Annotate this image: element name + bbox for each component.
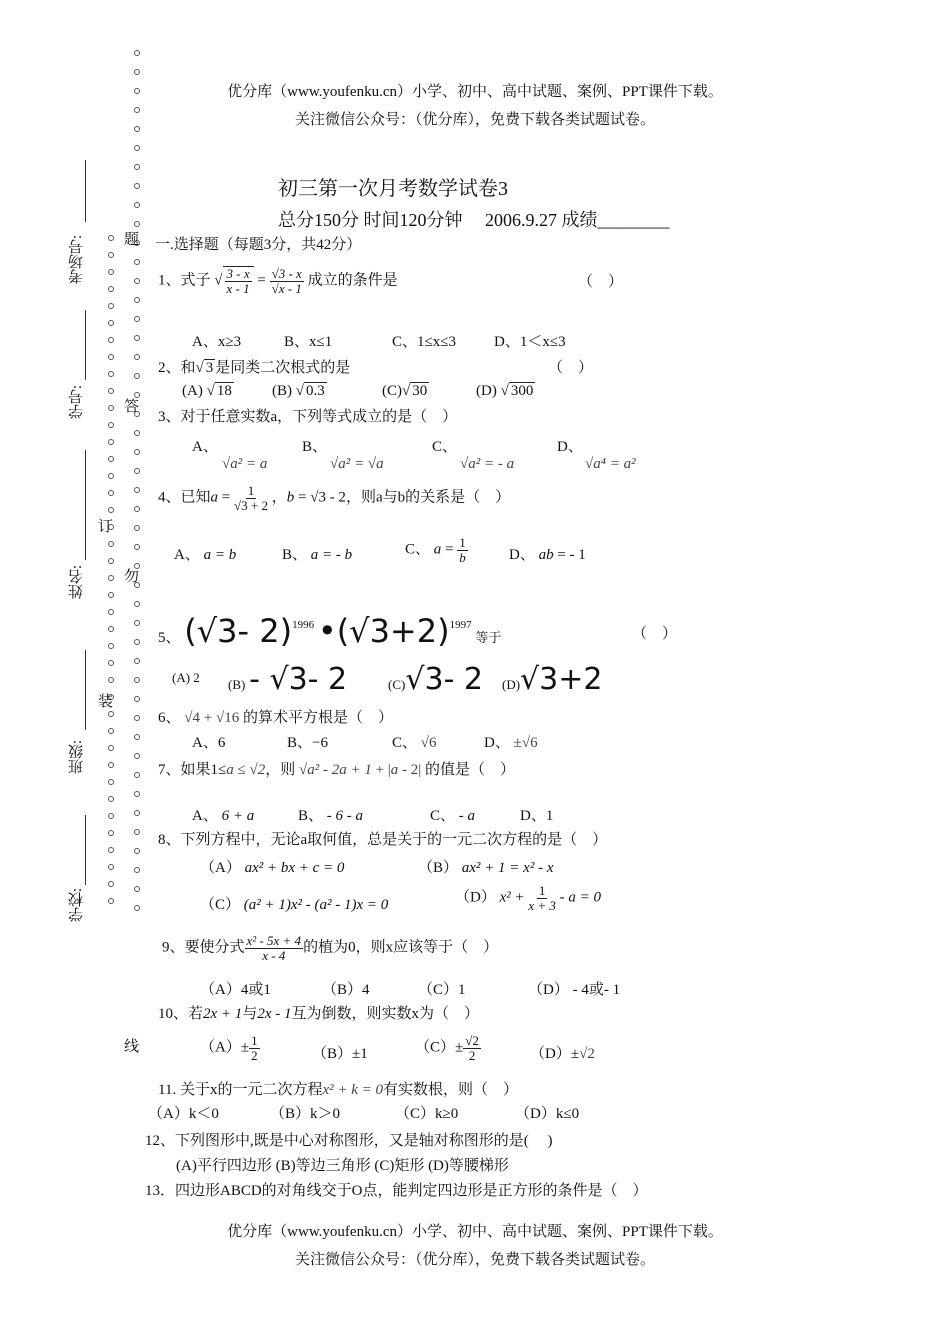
page-title: 初三第一次月考数学试卷3: [278, 178, 508, 200]
question-1: 1、式子 √ $\frac{3 - x}{x - 1}$ = $\frac{√3 - x}{√x - 1}$ 成立的条件是: [158, 266, 398, 296]
q5-prefix: 5、: [158, 630, 181, 646]
q7-option-b: B、 - 6 - a: [298, 808, 364, 824]
q1-option-d: D、1＜x≤3: [494, 334, 566, 350]
question-11: 11. 关于x的一元二次方程x² + k = 0有实数根，则（ ）: [158, 1082, 519, 1098]
q2-option-c: (C)√ 30: [382, 383, 428, 399]
q3-option-b: B、 √a² = √a: [302, 439, 384, 472]
q3-option-b-label: B、: [302, 439, 328, 455]
q4-suffix: ，则a与b的关系是（ ）: [345, 489, 511, 506]
label-name: 姓名:: [69, 565, 85, 600]
q5-exp-1: 1996: [292, 619, 315, 631]
question-4: 4、已知a = $\frac{1}{√3 + 2}$ ，b = √3 - 2，则a与b的关系是（ ）: [158, 483, 511, 513]
binding-char-wu: 勿: [124, 569, 140, 585]
q2-option-c-value: 30: [412, 383, 428, 399]
label-exam-room: 考场号:: [69, 235, 85, 285]
question-2: [158, 356, 350, 377]
q8-option-d-label: （D）: [455, 889, 496, 906]
q2-option-c-label: (C): [382, 383, 402, 399]
question-7: 7、如果1≤a ≤ √2，则 √a² - 2a + 1 + |a - 2| 的值是（ ）: [158, 762, 516, 778]
q6-option-b: B、−6: [287, 735, 328, 751]
q1-answer-paren: （ ）: [578, 274, 624, 290]
q5-option-d: (D)√3+2: [502, 662, 603, 697]
q2-option-b-value: 0.3: [305, 383, 325, 399]
q9-option-d-label: （D）: [528, 982, 569, 998]
blank-line-school: [85, 815, 86, 885]
q7-option-d: D、1: [520, 808, 554, 824]
q5-exp-2: 1997: [449, 619, 472, 631]
q12-options: (A)平行四边形 (B)等边三角形 (C)矩形 (D)等腰梯形: [176, 1158, 509, 1174]
q10-option-a-label: （A）±: [200, 1039, 250, 1056]
binding-char-zhuang: 装: [98, 694, 114, 710]
q5-option-d-label: (D): [502, 677, 521, 692]
q6-option-c: C、 √6: [392, 735, 437, 751]
q8-option-c-label: （C）: [200, 897, 241, 913]
q5-suffix: 等于: [475, 630, 502, 645]
q6-option-c-label: C、: [392, 735, 418, 751]
q10-mid-2: 互为倒数，则实数x为（ ）: [291, 1006, 479, 1022]
q11-option-c: （C）k≥0: [395, 1106, 459, 1122]
q1-formula-right: $\frac{√3 - x}{√x - 1}$: [271, 266, 302, 296]
q4-option-d-label: D、: [509, 547, 535, 563]
q2-radical-3: √ 3: [195, 360, 214, 376]
q10-prefix: 10、若: [158, 1006, 204, 1022]
q2-option-d: (D) √ 300: [476, 383, 534, 399]
q5-answer-paren: （ ）: [632, 626, 678, 642]
q3-option-a-label: A、: [192, 439, 218, 455]
q9-option-c: （C）1: [418, 982, 466, 998]
q4-option-b: B、 a = - b: [282, 547, 353, 563]
question-10: 10、若2x + 1与2x - 1互为倒数，则实数x为（ ）: [158, 1006, 479, 1022]
q8-option-c: （C） (a² + 1)x² - (a² - 1)x = 0: [200, 897, 389, 913]
q2-option-a-value: 18: [216, 383, 232, 399]
q10-option-d-label: （D）±: [530, 1046, 580, 1062]
q8-option-a-label: （A）: [200, 860, 241, 876]
q7-option-b-label: B、: [298, 808, 324, 824]
header-line-2: 关注微信公众号：（优分库），免费下载各类试题试卷。: [294, 112, 655, 128]
question-9: 9、要使分式 $\frac{\text{x² - 5x + 4}}{x - 4}$ 的植为0，则x应该等于（ ）: [162, 933, 499, 963]
q1-option-b: B、x≤1: [284, 334, 333, 350]
q10-mid-1: 与: [242, 1006, 258, 1022]
q2-option-b-label: (B): [272, 383, 292, 399]
q9-option-d: （D） - 4或- 1: [528, 982, 621, 998]
page-subtitle: 总分150分 时间120分钟 2006.9.27 成绩________: [278, 210, 670, 230]
q1-formula-left: √ $\frac{3 - x}{x - 1}$: [214, 266, 253, 295]
q3-option-c: C、 √a² = - a: [432, 439, 515, 472]
q3-option-a: A、 √a² = a: [192, 439, 268, 472]
q10-option-c-label: （C）±: [415, 1039, 464, 1056]
q9-option-a: （A）4或1: [200, 982, 271, 998]
q1-option-a: A、x≥3: [192, 334, 242, 350]
binding-char-da: 答: [124, 399, 140, 415]
q2-option-b: (B) √ 0.3: [272, 383, 325, 399]
section-heading: 一.选择题（每题3分，共42分）: [155, 237, 362, 253]
label-school: 学校:: [69, 888, 85, 923]
q2-option-a-label: (A): [182, 383, 203, 399]
label-student-number: 学号:: [69, 385, 85, 420]
footer-line-2: 关注微信公众号：（优分库），免费下载各类试题试卷。: [294, 1252, 655, 1268]
q6-option-d-label: D、: [484, 735, 510, 751]
q11-option-b: （B）k＞0: [270, 1106, 341, 1122]
q2-answer-paren: （ ）: [548, 360, 594, 376]
q10-option-a: （A）± $\frac{1}{2}$: [200, 1033, 258, 1063]
binding-char-ti: 题: [124, 232, 140, 248]
q4-option-c-label: C、: [405, 541, 431, 558]
question-5: 5、 (√3- 2)$^{1996}$ $•(√3+2)^{1997}$ 等于: [158, 612, 502, 650]
label-class: 班级:: [69, 740, 85, 775]
q5-option-b-label: (B): [228, 677, 246, 692]
q5-option-a: (A) 2: [172, 670, 200, 685]
binding-char-xian: 线: [124, 1039, 140, 1055]
q7-prefix: 7、如果1≤: [158, 762, 227, 778]
q10-option-d: （D）±√2: [530, 1046, 595, 1062]
binding-char-ding: 订: [98, 519, 114, 535]
q8-option-d: （D） x² + $\frac{1}{x + 3}$ - a = 0: [455, 883, 602, 913]
q1-option-c: C、1≤x≤3: [392, 334, 456, 350]
q5-option-c-label: (C): [388, 677, 406, 692]
q5-option-c: (C)√3- 2: [388, 662, 484, 697]
q4-option-a: A、 a = b: [174, 547, 237, 563]
header-line-1: 优分库（www.youfenku.cn）小学、初中、高中试题、案例、PPT课件下载。: [227, 84, 723, 100]
q1-suffix: 成立的条件是: [307, 272, 398, 289]
question-3: 3、对于任意实数a，下列等式成立的是（ ）: [158, 409, 458, 425]
q2-prefix: 2、和: [158, 360, 196, 376]
q11-option-d: （D）k≤0: [515, 1106, 580, 1122]
q2-option-d-label: (D): [476, 383, 497, 399]
q2-option-a: (A) √ 18: [182, 383, 232, 399]
question-8: 8、下列方程中，无论a取何值，总是关于的一元二次方程的是（ ）: [158, 832, 608, 848]
blank-line-exam-room: [85, 160, 86, 222]
q7-option-a: A、 6 + a: [192, 808, 255, 824]
question-6: 6、 √4 + √16 的算术平方根是（ ）: [158, 710, 393, 726]
q7-option-c-label: C、: [430, 808, 456, 824]
q10-option-c: （C）± $\frac{√2}{2}$: [415, 1033, 479, 1063]
q9-suffix: 的植为0，则x应该等于（ ）: [303, 939, 499, 956]
blank-line-class: [85, 650, 86, 730]
q7-suffix: 的值是（ ）: [425, 762, 516, 778]
q11-option-a: （A）k＜0: [148, 1106, 219, 1122]
q8-option-b-label: （B）: [418, 860, 459, 876]
binding-dots-inner: [107, 235, 117, 875]
q3-option-d: D、 √a⁴ = a²: [557, 439, 636, 472]
q7-option-c: C、 - a: [430, 808, 476, 824]
q4-option-b-label: B、: [282, 547, 308, 563]
q4-option-a-label: A、: [174, 547, 200, 563]
q7-mid: ，则: [265, 762, 296, 778]
q7-option-a-label: A、: [192, 808, 218, 824]
q9-prefix: 9、要使分式: [162, 939, 245, 956]
q8-option-b: （B） ax² + 1 = x² - x: [418, 860, 554, 876]
q2-option-d-value: 300: [510, 383, 534, 399]
question-13: 13．四边形ABCD的对角线交于O点，能判定四边形是正方形的条件是（ ）: [145, 1183, 648, 1199]
q9-option-b: （B）4: [322, 982, 370, 998]
q11-suffix: 有实数根，则（ ）: [383, 1082, 519, 1098]
q6-option-d: D、 ±√6: [484, 735, 538, 751]
binding-dots: [133, 50, 143, 880]
q5-option-b: (B) - √3- 2: [228, 662, 348, 697]
q8-option-a: （A） ax² + bx + c = 0: [200, 860, 345, 876]
question-12: 12、下列图形中,既是中心对称图形，又是轴对称图形的是( ): [145, 1133, 553, 1149]
q4-option-d: D、 ab = - 1: [509, 547, 586, 563]
q3-option-c-label: C、: [432, 439, 458, 455]
q2-suffix: 是同类二次根式的是: [215, 360, 351, 376]
q4-option-c: C、 a = $\frac{1}{b}$: [405, 535, 466, 565]
q11-prefix: 11. 关于x的一元二次方程: [158, 1082, 323, 1098]
q1-prefix: 1、式子: [158, 272, 211, 289]
blank-line-student-number: [85, 310, 86, 380]
q4-prefix: 4、已知: [158, 489, 211, 506]
blank-line-name: [85, 450, 86, 560]
footer-line-1: 优分库（www.youfenku.cn）小学、初中、高中试题、案例、PPT课件下载。: [227, 1224, 723, 1240]
q3-option-d-label: D、: [557, 439, 583, 455]
q10-option-b: （B）±1: [312, 1046, 368, 1062]
q6-suffix: 的算术平方根是（ ）: [242, 710, 393, 726]
q6-option-a: A、6: [192, 735, 226, 751]
